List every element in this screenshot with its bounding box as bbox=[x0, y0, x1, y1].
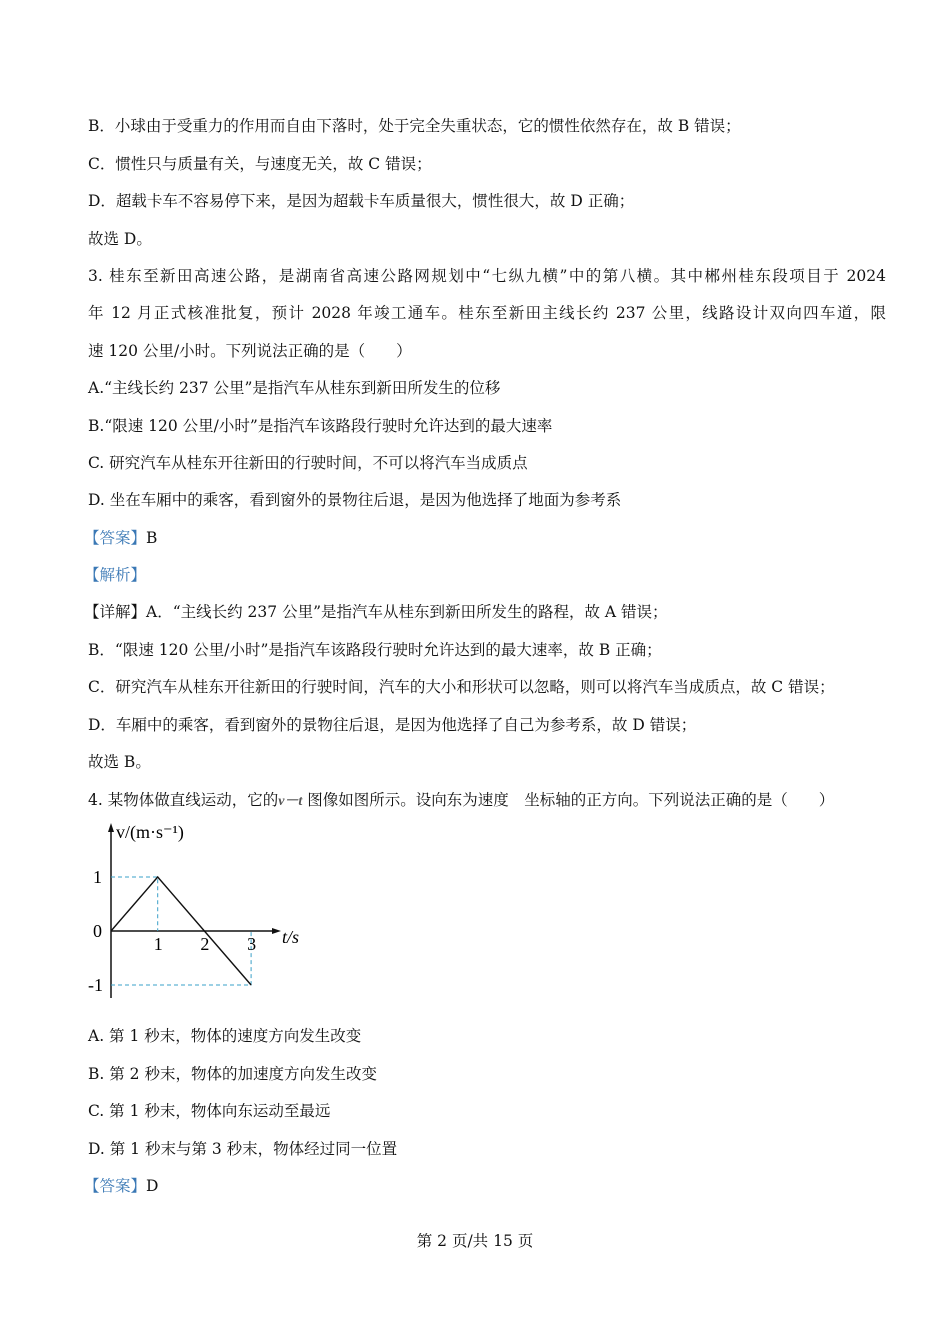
answer-line bbox=[84, 1176, 158, 1196]
detail-text: A．“主线长约 237 公里”是指汽车从桂东到新田所发生的路程，故 A 错误； bbox=[146, 603, 668, 621]
option-d: D. 第 1 秒末与第 3 秒末，物体经过同一位置 bbox=[88, 1140, 398, 1158]
option-c: C. 第 1 秒末，物体向东运动至最远 bbox=[88, 1102, 331, 1120]
detail-tag: 【详解】 bbox=[84, 603, 147, 621]
y-axis-label: v/(m·s⁻¹) bbox=[116, 822, 184, 842]
detail-line: B．“限速 120 公里/小时”是指汽车该路段行驶时允许达到的最大速率，故 B 正确； bbox=[88, 641, 662, 659]
question-3-stem: 3. 桂东至新田高速公路，是湖南省高速公路网规划中“七纵九横”中的第八横。其中郴州桂东段项目于 2024 bbox=[88, 267, 886, 285]
stem-text: 图像如图所示。设向东为速度 坐标轴的正方向。下列说法正确的是（ ） bbox=[302, 791, 835, 809]
option-b: B.“限速 120 公里/小时”是指汽车该路段行驶时允许达到的最大速率 bbox=[88, 417, 553, 435]
y-tick-label: 1 bbox=[93, 867, 102, 887]
vt-graph bbox=[84, 818, 314, 1008]
question-4-stem bbox=[88, 790, 834, 812]
option-a: A. 第 1 秒末，物体的速度方向发生改变 bbox=[88, 1027, 362, 1045]
text-line: 故选 D。 bbox=[88, 230, 152, 248]
detail-line: D．车厢中的乘客，看到窗外的景物往后退，是因为他选择了自己为参考系，故 D 错误； bbox=[88, 716, 697, 734]
x-axis-arrow-icon bbox=[272, 928, 281, 934]
answer-tag: 【答案】 bbox=[84, 529, 147, 547]
analysis-tag: 【解析】 bbox=[84, 566, 147, 584]
text-line: D．超载卡车不容易停下来，是因为超载卡车质量很大，惯性很大，故 D 正确； bbox=[88, 192, 635, 210]
question-3-stem: 速 120 公里/小时。下列说法正确的是（ ） bbox=[88, 342, 412, 360]
detail-line bbox=[84, 602, 668, 622]
answer-value: D bbox=[146, 1177, 159, 1195]
y-axis-arrow-icon bbox=[108, 823, 114, 832]
vt-formula: v－t bbox=[278, 794, 303, 809]
x-tick-label: 3 bbox=[247, 934, 257, 954]
answer-tag: 【答案】 bbox=[84, 1177, 147, 1195]
page-footer: 第 2 页/共 15 页 bbox=[416, 1232, 534, 1250]
question-3-stem: 年 12 月正式核准批复，预计 2028 年竣工通车。桂东至新田主线长约 237 公里，线路设计双向四车道，限 bbox=[88, 304, 886, 322]
stem-text: 4. 某物体做直线运动，它的 bbox=[88, 791, 279, 809]
answer-value: B bbox=[146, 529, 158, 547]
y-tick-label: 0 bbox=[93, 921, 102, 941]
answer-line bbox=[84, 528, 157, 548]
detail-line: 故选 B。 bbox=[88, 753, 151, 771]
x-tick-label: 1 bbox=[153, 934, 163, 954]
option-c: C. 研究汽车从桂东开往新田的行驶时间，不可以将汽车当成质点 bbox=[88, 454, 528, 472]
option-b: B. 第 2 秒末，物体的加速度方向发生改变 bbox=[88, 1065, 377, 1083]
x-axis-label: t/s bbox=[282, 927, 300, 947]
text-line: C．惯性只与质量有关，与速度无关，故 C 错误； bbox=[88, 155, 432, 173]
guide-line bbox=[111, 931, 251, 985]
option-a: A.“主线长约 237 公里”是指汽车从桂东到新田所发生的位移 bbox=[88, 379, 501, 397]
detail-line: C．研究汽车从桂东开往新田的行驶时间，汽车的大小和形状可以忽略，则可以将汽车当成质点，故 C 错误； bbox=[88, 678, 835, 696]
option-d: D. 坐在车厢中的乘客，看到窗外的景物往后退，是因为他选择了地面为参考系 bbox=[88, 491, 622, 509]
x-tick-label: 2 bbox=[200, 934, 210, 954]
text-line: B．小球由于受重力的作用而自由下落时，处于完全失重状态，它的惯性依然存在，故 B 错误； bbox=[88, 117, 741, 135]
y-tick-label: -1 bbox=[88, 975, 103, 995]
